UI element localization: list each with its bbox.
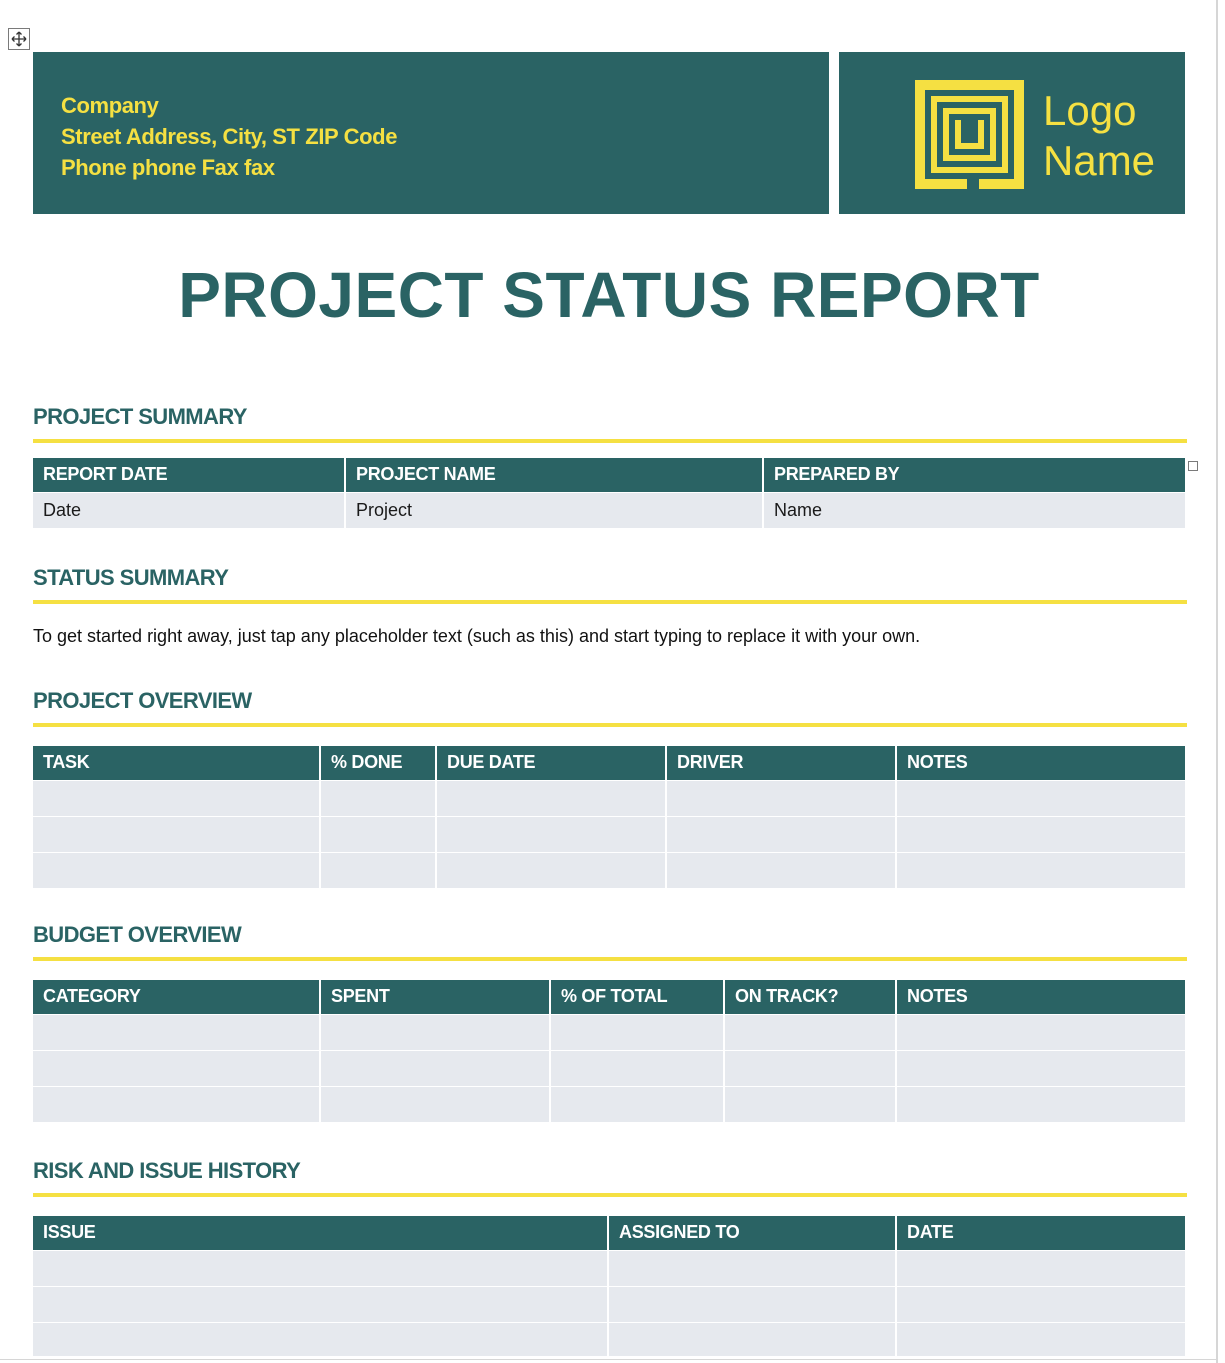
page-title: PROJECT STATUS REPORT xyxy=(178,259,1040,331)
project-summary-table xyxy=(33,458,1185,528)
table-cell[interactable] xyxy=(608,1286,896,1322)
table-row xyxy=(33,1322,1185,1356)
col-date: DATE xyxy=(896,1216,1185,1250)
table-resize-handle[interactable] xyxy=(1188,461,1198,471)
table-row xyxy=(33,816,1185,852)
logo-line-2: Name xyxy=(1043,137,1156,184)
col-driver: DRIVER xyxy=(666,746,896,780)
table-cell[interactable] xyxy=(666,816,896,852)
table-cell[interactable] xyxy=(33,816,320,852)
logo-line-1: Logo xyxy=(1043,87,1137,134)
budget-overview-table xyxy=(33,980,1185,1122)
table-row xyxy=(33,852,1185,888)
table-cell[interactable] xyxy=(33,1050,320,1086)
table-cell[interactable] xyxy=(896,780,1185,816)
status-summary-text[interactable]: To get started right away, just tap any placeholder text (such as this) and start typing to replace it with your own. xyxy=(33,626,921,646)
status-summary-heading: STATUS SUMMARY xyxy=(33,565,1187,604)
table-cell[interactable] xyxy=(33,780,320,816)
report-date-value[interactable]: Date xyxy=(33,492,345,528)
col-task: TASK xyxy=(33,746,320,780)
table-cell[interactable] xyxy=(550,1014,724,1050)
table-cell[interactable] xyxy=(608,1250,896,1286)
table-cell[interactable] xyxy=(33,1014,320,1050)
col-project-name: PROJECT NAME xyxy=(345,458,763,492)
table-cell[interactable] xyxy=(320,1086,550,1122)
table-cell[interactable] xyxy=(896,1286,1185,1322)
col-percent-of-total: % OF TOTAL xyxy=(550,980,724,1014)
company-address: Street Address, City, ST ZIP Code xyxy=(61,124,398,149)
table-row xyxy=(33,780,1185,816)
maze-logo-icon xyxy=(915,80,1024,189)
table-row xyxy=(33,1250,1185,1286)
budget-overview-heading: BUDGET OVERVIEW xyxy=(33,922,1187,961)
table-cell[interactable] xyxy=(320,816,436,852)
table-cell[interactable] xyxy=(666,780,896,816)
col-percent-done: % DONE xyxy=(320,746,436,780)
page-edge-bottom xyxy=(0,1359,1218,1360)
table-cell[interactable] xyxy=(896,1322,1185,1356)
col-report-date: REPORT DATE xyxy=(33,458,345,492)
table-cell[interactable] xyxy=(896,816,1185,852)
table-cell[interactable] xyxy=(724,1086,896,1122)
table-cell[interactable] xyxy=(896,1050,1185,1086)
col-prepared-by: PREPARED BY xyxy=(763,458,1185,492)
table-cell[interactable] xyxy=(666,852,896,888)
table-cell[interactable] xyxy=(608,1322,896,1356)
table-cell[interactable] xyxy=(33,1086,320,1122)
company-info-block xyxy=(33,52,829,214)
risk-history-table xyxy=(33,1216,1185,1356)
table-cell[interactable] xyxy=(320,1014,550,1050)
project-overview-heading: PROJECT OVERVIEW xyxy=(33,688,1187,727)
table-cell[interactable] xyxy=(436,852,666,888)
table-cell[interactable] xyxy=(320,1050,550,1086)
logo-block xyxy=(839,52,1185,214)
col-assigned-to: ASSIGNED TO xyxy=(608,1216,896,1250)
col-budget-notes: NOTES xyxy=(896,980,1185,1014)
table-cell[interactable] xyxy=(896,852,1185,888)
company-name: Company xyxy=(61,93,159,118)
col-issue: ISSUE xyxy=(33,1216,608,1250)
col-on-track: ON TRACK? xyxy=(724,980,896,1014)
table-cell[interactable] xyxy=(550,1050,724,1086)
table-row xyxy=(33,1286,1185,1322)
company-phone-fax: Phone phone Fax fax xyxy=(61,155,275,180)
page-edge-right xyxy=(1216,0,1218,1363)
col-due-date: DUE DATE xyxy=(436,746,666,780)
table-row xyxy=(33,1050,1185,1086)
table-move-icon[interactable] xyxy=(8,28,30,50)
table-cell[interactable] xyxy=(320,780,436,816)
table-row xyxy=(33,1014,1185,1050)
col-notes: NOTES xyxy=(896,746,1185,780)
table-cell[interactable] xyxy=(724,1050,896,1086)
prepared-by-value[interactable]: Name xyxy=(763,492,1185,528)
table-cell[interactable] xyxy=(33,1250,608,1286)
col-category: CATEGORY xyxy=(33,980,320,1014)
table-row xyxy=(33,1086,1185,1122)
table-cell[interactable] xyxy=(896,1250,1185,1286)
project-name-value[interactable]: Project xyxy=(345,492,763,528)
col-spent: SPENT xyxy=(320,980,550,1014)
table-cell[interactable] xyxy=(436,816,666,852)
table-cell[interactable] xyxy=(33,1286,608,1322)
table-cell[interactable] xyxy=(896,1086,1185,1122)
project-overview-table xyxy=(33,746,1185,888)
table-cell[interactable] xyxy=(320,852,436,888)
project-summary-heading: PROJECT SUMMARY xyxy=(33,404,1187,443)
table-cell[interactable] xyxy=(33,852,320,888)
risk-history-heading: RISK AND ISSUE HISTORY xyxy=(33,1158,1187,1197)
table-cell[interactable] xyxy=(33,1322,608,1356)
table-cell[interactable] xyxy=(724,1014,896,1050)
table-cell[interactable] xyxy=(896,1014,1185,1050)
table-cell[interactable] xyxy=(436,780,666,816)
logo-name xyxy=(1043,86,1155,186)
table-cell[interactable] xyxy=(550,1086,724,1122)
